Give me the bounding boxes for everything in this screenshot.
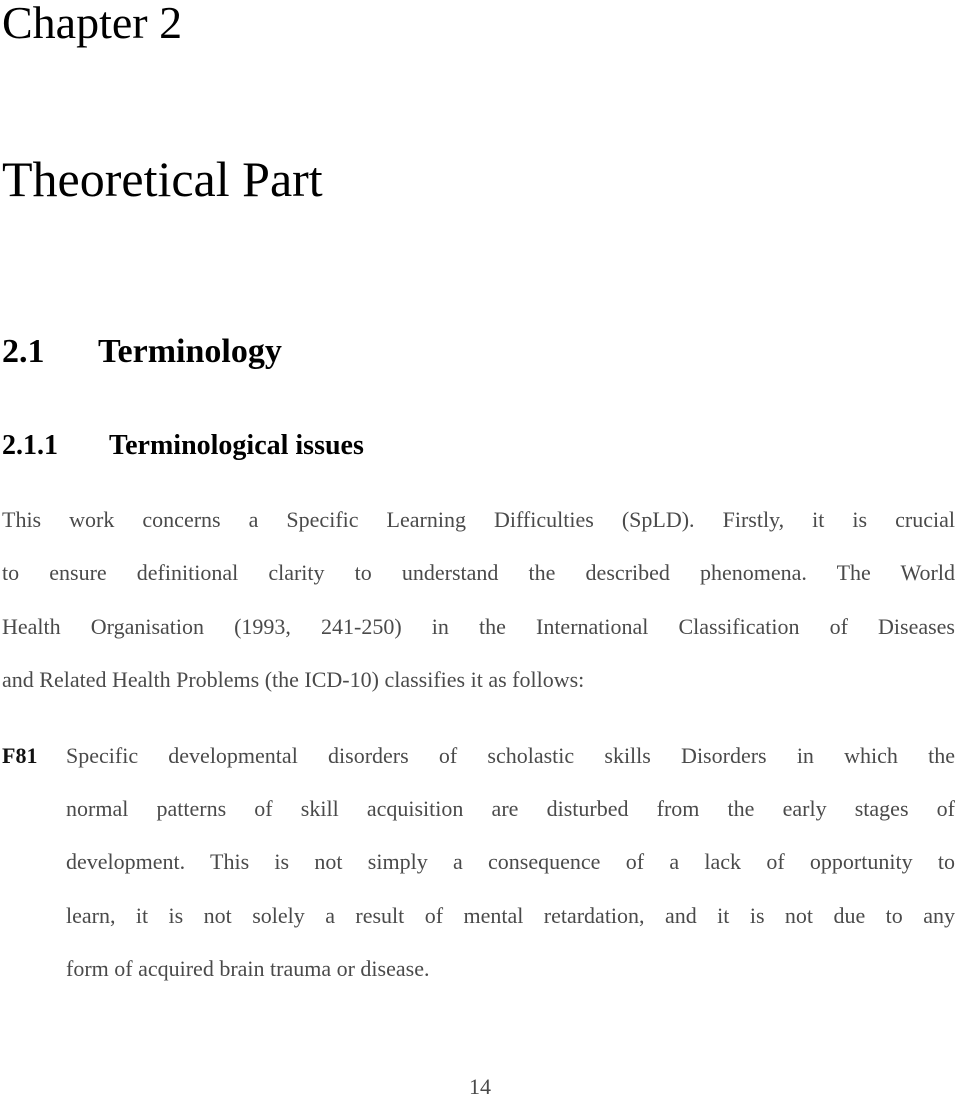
subsection-title: Terminological issues: [109, 430, 364, 461]
definition-first-line: [2, 742, 955, 770]
chapter-title: Theoretical Part: [2, 151, 323, 207]
subsection-number: 2.1.1: [2, 430, 58, 461]
subsection-heading: [2, 428, 364, 464]
paragraph-line: to ensure definitional clarity to understand the described phenomena. The World: [2, 560, 955, 585]
page-number: 14: [469, 1074, 491, 1099]
paragraph-line: Health Organisation (1993, 241-250) in the International Classification of Diseases: [2, 614, 955, 639]
section-heading: [2, 331, 282, 373]
section-title: Terminology: [98, 333, 282, 370]
paragraph-line: and Related Health Problems (the ICD-10) classifies it as follows:: [2, 667, 585, 692]
definition-line: development. This is not simply a consequence of a lack of opportunity to: [66, 849, 955, 874]
definition-term: F81: [2, 743, 38, 768]
chapter-label: Chapter 2: [2, 0, 183, 48]
definition-line: normal patterns of skill acquisition are disturbed from the early stages of: [66, 796, 955, 821]
definition-line: learn, it is not solely a result of mental retardation, and it is not due to any: [66, 903, 955, 928]
definition-line: Specific developmental disorders of scholastic skills Disorders in which the: [66, 743, 955, 768]
paragraph-line: This work concerns a Specific Learning Difficulties (SpLD). Firstly, it is crucial: [2, 507, 955, 532]
definition-line: form of acquired brain trauma or disease.: [66, 956, 430, 981]
section-number: 2.1: [2, 333, 45, 370]
